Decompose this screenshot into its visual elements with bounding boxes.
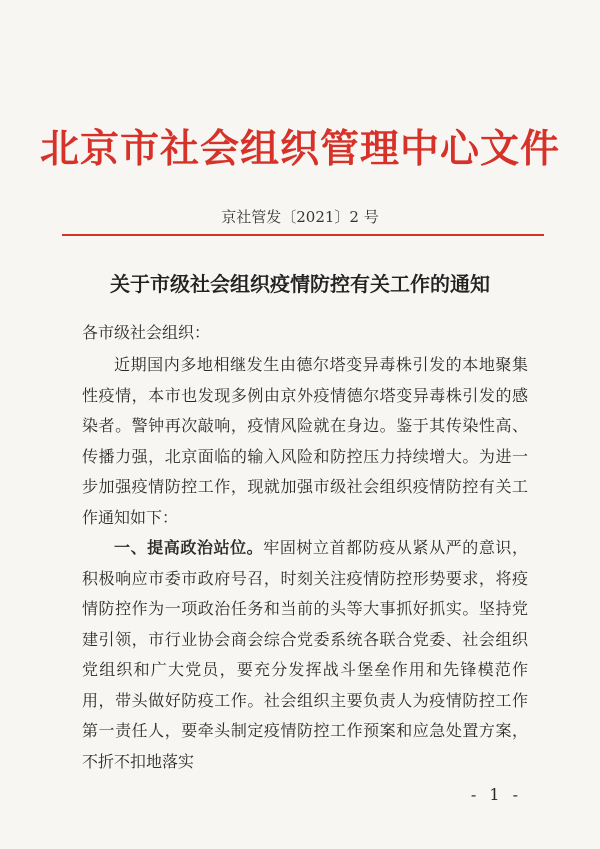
document-body	[82, 350, 528, 777]
section-text: 牢固树立首都防疫从紧从严的意识，积极响应市委市政府号召，时刻关注疫情防控形势要求，将疫情防控作为一项政治任务和当前的头等大事抓好抓实。坚持党建引领，市行业协会商会综合党委系统各联合党委、社会组织党组织和广大党员，要充分发挥战斗堡垒作用和先锋模范作用，带头做好防疫工作。社会组织主要负责人为疫情防控工作第一责任人，要牵头制定疫情防控工作预案和应急处置方案，不折不扣地落实	[82, 538, 528, 771]
section-paragraph	[82, 533, 528, 777]
document-title: 关于市级社会组织疫情防控有关工作的通知	[110, 272, 490, 296]
red-divider	[62, 234, 544, 236]
salutation: 各市级社会组织：	[82, 323, 211, 342]
section-heading: 一、提高政治站位。	[114, 538, 264, 557]
paragraph: 近期国内多地相继发生由德尔塔变异毒株引发的本地聚集性疫情，本市也发现多例由京外疫情德尔塔变异毒株引发的感染者。警钟再次敲响，疫情风险就在身边。鉴于其传染性高、传播力强，北京面临的输入风险和防控压力持续增大。为进一步加强疫情防控工作，现就加强市级社会组织疫情防控有关工作通知如下：	[82, 355, 528, 527]
issuer-header: 北京市社会组织管理中心文件	[39, 126, 560, 172]
document-number: 京社管发〔2021〕2 号	[221, 208, 379, 226]
page-number: - 1 -	[470, 785, 522, 804]
